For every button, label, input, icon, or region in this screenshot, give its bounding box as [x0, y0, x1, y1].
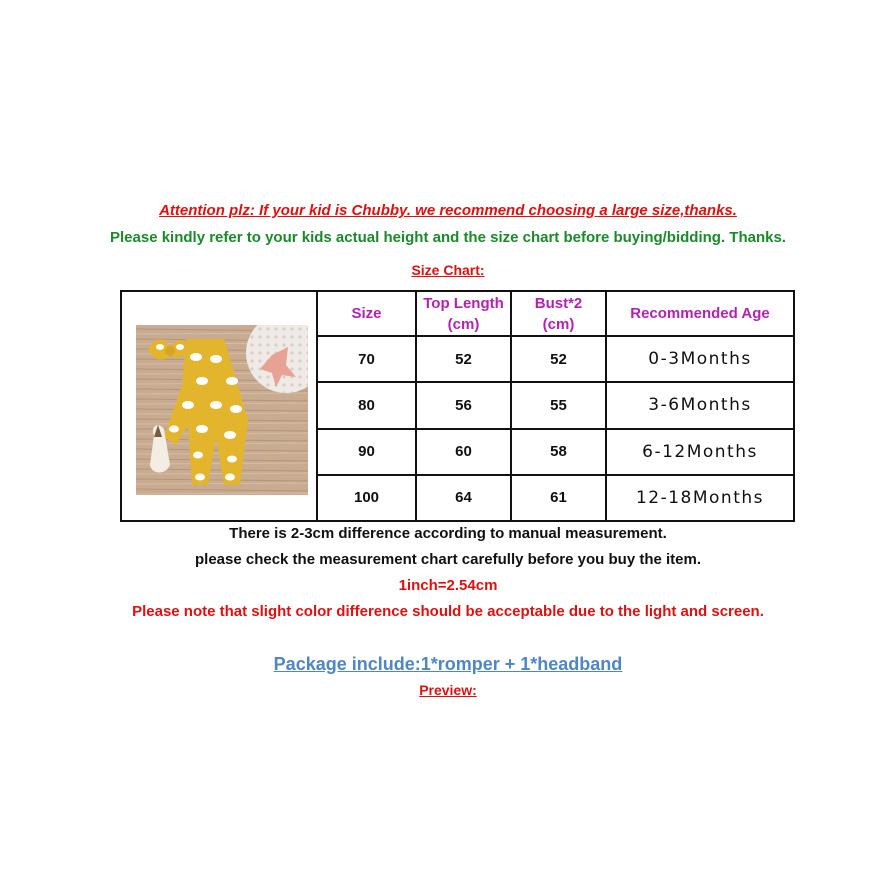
refer-notice: Please kindly refer to your kids actual height and the size chart before buying/bidding. Thanks. — [110, 229, 786, 246]
product-photo-cell — [121, 291, 317, 521]
size-chart-table — [120, 290, 795, 522]
check-chart-note: please check the measurement chart carefully before you buy the item. — [194, 551, 701, 568]
header-bust — [511, 291, 606, 336]
cell-size: 90 — [317, 429, 416, 475]
preview-text: Preview: — [419, 682, 477, 698]
package-include-text: Package include:1*romper + 1*headband — [273, 654, 623, 674]
package-include — [0, 654, 896, 675]
cell-age: 6-12Months — [606, 429, 794, 475]
header-top-length — [416, 291, 511, 336]
header-recommended-age: Recommended Age — [606, 291, 794, 336]
cell-age: 0-3Months — [606, 336, 794, 382]
attention-notice — [0, 202, 896, 219]
header-top-length-label: Top Length — [423, 294, 504, 312]
header-bust-unit: (cm) — [542, 315, 575, 333]
cell-age: 12-18Months — [606, 475, 794, 521]
size-chart-title — [0, 262, 896, 278]
cell-size: 80 — [317, 382, 416, 428]
cell-size: 100 — [317, 475, 416, 521]
cell-size: 70 — [317, 336, 416, 382]
cell-top-length: 56 — [416, 382, 511, 428]
attention-text: Attention plz: If your kid is Chubby. we recommend choosing a large size,thanks. — [159, 202, 737, 219]
inch-conversion-note: 1inch=2.54cm — [398, 577, 498, 594]
table-header-row — [121, 291, 794, 336]
header-size: Size — [317, 291, 416, 336]
cell-top-length: 64 — [416, 475, 511, 521]
cell-top-length: 60 — [416, 429, 511, 475]
cell-bust: 61 — [511, 475, 606, 521]
cell-top-length: 52 — [416, 336, 511, 382]
color-difference-note: Please note that slight color difference should be acceptable due to the light and screen. — [132, 603, 764, 620]
cell-bust: 58 — [511, 429, 606, 475]
product-photo — [136, 325, 308, 495]
cell-bust: 55 — [511, 382, 606, 428]
header-bust-label: Bust*2 — [534, 294, 583, 312]
cell-bust: 52 — [511, 336, 606, 382]
size-chart-title-text: Size Chart: — [411, 262, 485, 278]
header-top-length-unit: (cm) — [447, 315, 480, 333]
preview-heading — [0, 682, 896, 698]
measurement-difference-note: There is 2-3cm difference according to manual measurement. — [229, 525, 667, 542]
cell-age: 3-6Months — [606, 382, 794, 428]
